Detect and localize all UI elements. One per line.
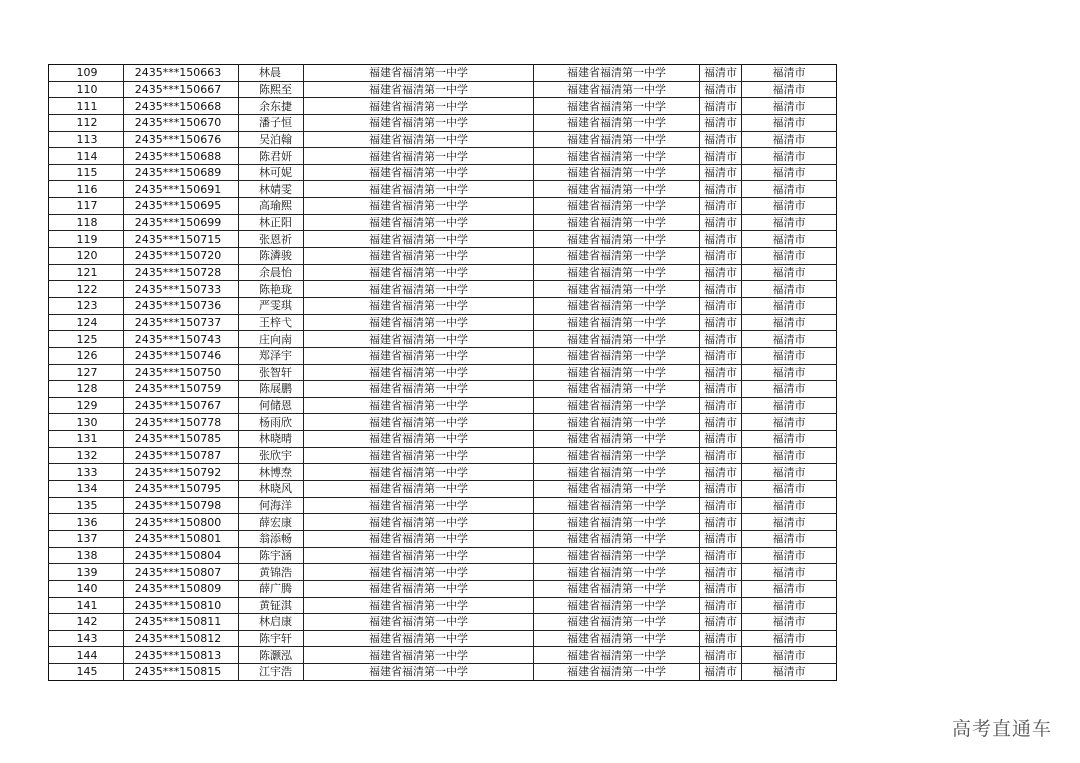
row-number-cell: 117 <box>49 198 124 215</box>
city-cell: 福清市 <box>700 530 742 547</box>
exam-id-cell: 2435***150750 <box>124 364 239 381</box>
row-number-cell: 127 <box>49 364 124 381</box>
school-cell: 福建省福清第一中学 <box>304 114 534 131</box>
district-cell: 福清市 <box>742 347 837 364</box>
school-cell: 福建省福清第一中学 <box>304 530 534 547</box>
district-cell: 福清市 <box>742 198 837 215</box>
graduating-school-cell: 福建省福清第一中学 <box>534 98 700 115</box>
district-cell: 福清市 <box>742 630 837 647</box>
school-cell: 福建省福清第一中学 <box>304 214 534 231</box>
row-number-cell: 135 <box>49 497 124 514</box>
graduating-school-cell: 福建省福清第一中学 <box>534 214 700 231</box>
graduating-school-cell: 福建省福清第一中学 <box>534 331 700 348</box>
city-cell: 福清市 <box>700 547 742 564</box>
exam-id-cell: 2435***150804 <box>124 547 239 564</box>
row-number-cell: 140 <box>49 580 124 597</box>
exam-id-cell: 2435***150733 <box>124 281 239 298</box>
table-row <box>49 214 837 231</box>
table-row <box>49 564 837 581</box>
exam-id-cell: 2435***150736 <box>124 297 239 314</box>
row-number-cell: 138 <box>49 547 124 564</box>
graduating-school-cell: 福建省福清第一中学 <box>534 364 700 381</box>
graduating-school-cell: 福建省福清第一中学 <box>534 580 700 597</box>
student-name-cell: 林启康 <box>239 614 304 631</box>
student-name-cell: 陈灏泓 <box>239 647 304 664</box>
graduating-school-cell: 福建省福清第一中学 <box>534 381 700 398</box>
table-row <box>49 181 837 198</box>
student-name-cell: 陈君妍 <box>239 148 304 165</box>
city-cell: 福清市 <box>700 347 742 364</box>
table-row <box>49 364 837 381</box>
graduating-school-cell: 福建省福清第一中学 <box>534 547 700 564</box>
graduating-school-cell: 福建省福清第一中学 <box>534 497 700 514</box>
exam-id-cell: 2435***150689 <box>124 164 239 181</box>
row-number-cell: 132 <box>49 447 124 464</box>
school-cell: 福建省福清第一中学 <box>304 431 534 448</box>
district-cell: 福清市 <box>742 364 837 381</box>
row-number-cell: 136 <box>49 514 124 531</box>
city-cell: 福清市 <box>700 447 742 464</box>
row-number-cell: 109 <box>49 65 124 82</box>
city-cell: 福清市 <box>700 597 742 614</box>
student-name-cell: 林可妮 <box>239 164 304 181</box>
city-cell: 福清市 <box>700 164 742 181</box>
exam-id-cell: 2435***150801 <box>124 530 239 547</box>
district-cell: 福清市 <box>742 281 837 298</box>
district-cell: 福清市 <box>742 231 837 248</box>
city-cell: 福清市 <box>700 198 742 215</box>
district-cell: 福清市 <box>742 81 837 98</box>
city-cell: 福清市 <box>700 514 742 531</box>
school-cell: 福建省福清第一中学 <box>304 198 534 215</box>
exam-id-cell: 2435***150691 <box>124 181 239 198</box>
district-cell: 福清市 <box>742 148 837 165</box>
row-number-cell: 139 <box>49 564 124 581</box>
row-number-cell: 137 <box>49 530 124 547</box>
district-cell: 福清市 <box>742 381 837 398</box>
city-cell: 福清市 <box>700 264 742 281</box>
exam-id-cell: 2435***150743 <box>124 331 239 348</box>
table-row <box>49 414 837 431</box>
student-name-cell: 张智轩 <box>239 364 304 381</box>
student-name-cell: 郑泽宇 <box>239 347 304 364</box>
exam-id-cell: 2435***150800 <box>124 514 239 531</box>
student-name-cell: 陈熙至 <box>239 81 304 98</box>
district-cell: 福清市 <box>742 131 837 148</box>
city-cell: 福清市 <box>700 664 742 681</box>
city-cell: 福清市 <box>700 65 742 82</box>
district-cell: 福清市 <box>742 414 837 431</box>
graduating-school-cell: 福建省福清第一中学 <box>534 231 700 248</box>
school-cell: 福建省福清第一中学 <box>304 148 534 165</box>
city-cell: 福清市 <box>700 131 742 148</box>
student-name-cell: 陈潾骏 <box>239 248 304 265</box>
graduating-school-cell: 福建省福清第一中学 <box>534 647 700 664</box>
student-name-cell: 江宇浩 <box>239 664 304 681</box>
table-row <box>49 331 837 348</box>
school-cell: 福建省福清第一中学 <box>304 164 534 181</box>
exam-id-cell: 2435***150663 <box>124 65 239 82</box>
exam-id-cell: 2435***150737 <box>124 314 239 331</box>
school-cell: 福建省福清第一中学 <box>304 281 534 298</box>
graduating-school-cell: 福建省福清第一中学 <box>534 414 700 431</box>
student-name-cell: 陈宇涵 <box>239 547 304 564</box>
row-number-cell: 125 <box>49 331 124 348</box>
district-cell: 福清市 <box>742 164 837 181</box>
row-number-cell: 131 <box>49 431 124 448</box>
district-cell: 福清市 <box>742 65 837 82</box>
row-number-cell: 115 <box>49 164 124 181</box>
district-cell: 福清市 <box>742 214 837 231</box>
table-row <box>49 481 837 498</box>
row-number-cell: 113 <box>49 131 124 148</box>
graduating-school-cell: 福建省福清第一中学 <box>534 447 700 464</box>
table-row <box>49 198 837 215</box>
graduating-school-cell: 福建省福清第一中学 <box>534 164 700 181</box>
city-cell: 福清市 <box>700 647 742 664</box>
district-cell: 福清市 <box>742 264 837 281</box>
row-number-cell: 126 <box>49 347 124 364</box>
student-name-cell: 林正阳 <box>239 214 304 231</box>
school-cell: 福建省福清第一中学 <box>304 580 534 597</box>
table-row <box>49 464 837 481</box>
city-cell: 福清市 <box>700 297 742 314</box>
exam-id-cell: 2435***150715 <box>124 231 239 248</box>
row-number-cell: 129 <box>49 397 124 414</box>
city-cell: 福清市 <box>700 431 742 448</box>
school-cell: 福建省福清第一中学 <box>304 364 534 381</box>
exam-id-cell: 2435***150676 <box>124 131 239 148</box>
table-row <box>49 114 837 131</box>
school-cell: 福建省福清第一中学 <box>304 381 534 398</box>
school-cell: 福建省福清第一中学 <box>304 564 534 581</box>
graduating-school-cell: 福建省福清第一中学 <box>534 397 700 414</box>
table-row <box>49 81 837 98</box>
district-cell: 福清市 <box>742 98 837 115</box>
row-number-cell: 120 <box>49 248 124 265</box>
row-number-cell: 122 <box>49 281 124 298</box>
city-cell: 福清市 <box>700 248 742 265</box>
table-row <box>49 630 837 647</box>
school-cell: 福建省福清第一中学 <box>304 514 534 531</box>
district-cell: 福清市 <box>742 297 837 314</box>
exam-id-cell: 2435***150795 <box>124 481 239 498</box>
table-row <box>49 614 837 631</box>
graduating-school-cell: 福建省福清第一中学 <box>534 81 700 98</box>
table-row <box>49 597 837 614</box>
school-cell: 福建省福清第一中学 <box>304 597 534 614</box>
district-cell: 福清市 <box>742 248 837 265</box>
school-cell: 福建省福清第一中学 <box>304 65 534 82</box>
student-table <box>48 64 837 681</box>
city-cell: 福清市 <box>700 464 742 481</box>
district-cell: 福清市 <box>742 547 837 564</box>
city-cell: 福清市 <box>700 564 742 581</box>
exam-id-cell: 2435***150815 <box>124 664 239 681</box>
student-name-cell: 杨雨欣 <box>239 414 304 431</box>
district-cell: 福清市 <box>742 447 837 464</box>
school-cell: 福建省福清第一中学 <box>304 181 534 198</box>
student-name-cell: 翁添畅 <box>239 530 304 547</box>
city-cell: 福清市 <box>700 281 742 298</box>
table-row <box>49 248 837 265</box>
student-name-cell: 庄向南 <box>239 331 304 348</box>
graduating-school-cell: 福建省福清第一中学 <box>534 148 700 165</box>
city-cell: 福清市 <box>700 580 742 597</box>
exam-id-cell: 2435***150813 <box>124 647 239 664</box>
graduating-school-cell: 福建省福清第一中学 <box>534 464 700 481</box>
student-name-cell: 黄锦浩 <box>239 564 304 581</box>
school-cell: 福建省福清第一中学 <box>304 414 534 431</box>
exam-id-cell: 2435***150810 <box>124 597 239 614</box>
school-cell: 福建省福清第一中学 <box>304 131 534 148</box>
student-name-cell: 林晓晴 <box>239 431 304 448</box>
table-row <box>49 98 837 115</box>
table-row <box>49 264 837 281</box>
graduating-school-cell: 福建省福清第一中学 <box>534 630 700 647</box>
table-row <box>49 397 837 414</box>
table-body <box>49 65 837 681</box>
city-cell: 福清市 <box>700 81 742 98</box>
school-cell: 福建省福清第一中学 <box>304 331 534 348</box>
graduating-school-cell: 福建省福清第一中学 <box>534 530 700 547</box>
row-number-cell: 133 <box>49 464 124 481</box>
student-name-cell: 林晨 <box>239 65 304 82</box>
city-cell: 福清市 <box>700 630 742 647</box>
student-name-cell: 林婧雯 <box>239 181 304 198</box>
row-number-cell: 116 <box>49 181 124 198</box>
student-name-cell: 薛宏康 <box>239 514 304 531</box>
row-number-cell: 119 <box>49 231 124 248</box>
graduating-school-cell: 福建省福清第一中学 <box>534 114 700 131</box>
city-cell: 福清市 <box>700 114 742 131</box>
city-cell: 福清市 <box>700 331 742 348</box>
table-row <box>49 148 837 165</box>
exam-id-cell: 2435***150667 <box>124 81 239 98</box>
district-cell: 福清市 <box>742 397 837 414</box>
row-number-cell: 143 <box>49 630 124 647</box>
table-row <box>49 164 837 181</box>
table-row <box>49 530 837 547</box>
graduating-school-cell: 福建省福清第一中学 <box>534 347 700 364</box>
district-cell: 福清市 <box>742 497 837 514</box>
row-number-cell: 112 <box>49 114 124 131</box>
row-number-cell: 114 <box>49 148 124 165</box>
row-number-cell: 141 <box>49 597 124 614</box>
student-name-cell: 薛广腾 <box>239 580 304 597</box>
district-cell: 福清市 <box>742 314 837 331</box>
row-number-cell: 121 <box>49 264 124 281</box>
row-number-cell: 134 <box>49 481 124 498</box>
student-name-cell: 余东捷 <box>239 98 304 115</box>
exam-id-cell: 2435***150792 <box>124 464 239 481</box>
graduating-school-cell: 福建省福清第一中学 <box>534 198 700 215</box>
table-row <box>49 314 837 331</box>
district-cell: 福清市 <box>742 181 837 198</box>
city-cell: 福清市 <box>700 314 742 331</box>
row-number-cell: 110 <box>49 81 124 98</box>
graduating-school-cell: 福建省福清第一中学 <box>534 131 700 148</box>
student-name-cell: 王梓弋 <box>239 314 304 331</box>
graduating-school-cell: 福建省福清第一中学 <box>534 564 700 581</box>
school-cell: 福建省福清第一中学 <box>304 614 534 631</box>
table-row <box>49 647 837 664</box>
city-cell: 福清市 <box>700 364 742 381</box>
row-number-cell: 118 <box>49 214 124 231</box>
exam-id-cell: 2435***150798 <box>124 497 239 514</box>
exam-id-cell: 2435***150746 <box>124 347 239 364</box>
table-row <box>49 431 837 448</box>
district-cell: 福清市 <box>742 647 837 664</box>
exam-id-cell: 2435***150759 <box>124 381 239 398</box>
exam-id-cell: 2435***150812 <box>124 630 239 647</box>
exam-id-cell: 2435***150767 <box>124 397 239 414</box>
exam-id-cell: 2435***150670 <box>124 114 239 131</box>
graduating-school-cell: 福建省福清第一中学 <box>534 614 700 631</box>
district-cell: 福清市 <box>742 664 837 681</box>
school-cell: 福建省福清第一中学 <box>304 497 534 514</box>
exam-id-cell: 2435***150695 <box>124 198 239 215</box>
school-cell: 福建省福清第一中学 <box>304 231 534 248</box>
student-name-cell: 严雯琪 <box>239 297 304 314</box>
city-cell: 福清市 <box>700 148 742 165</box>
graduating-school-cell: 福建省福清第一中学 <box>534 481 700 498</box>
table-row <box>49 281 837 298</box>
row-number-cell: 142 <box>49 614 124 631</box>
watermark: 高考直通车 <box>951 718 1052 740</box>
exam-id-cell: 2435***150728 <box>124 264 239 281</box>
row-number-cell: 124 <box>49 314 124 331</box>
student-name-cell: 何储恩 <box>239 397 304 414</box>
row-number-cell: 128 <box>49 381 124 398</box>
table-row <box>49 447 837 464</box>
graduating-school-cell: 福建省福清第一中学 <box>534 264 700 281</box>
city-cell: 福清市 <box>700 381 742 398</box>
school-cell: 福建省福清第一中学 <box>304 547 534 564</box>
school-cell: 福建省福清第一中学 <box>304 81 534 98</box>
graduating-school-cell: 福建省福清第一中学 <box>534 514 700 531</box>
row-number-cell: 123 <box>49 297 124 314</box>
exam-id-cell: 2435***150785 <box>124 431 239 448</box>
table-row <box>49 381 837 398</box>
exam-id-cell: 2435***150720 <box>124 248 239 265</box>
district-cell: 福清市 <box>742 431 837 448</box>
exam-id-cell: 2435***150809 <box>124 580 239 597</box>
district-cell: 福清市 <box>742 114 837 131</box>
school-cell: 福建省福清第一中学 <box>304 297 534 314</box>
table-row <box>49 664 837 681</box>
table-row <box>49 514 837 531</box>
exam-id-cell: 2435***150699 <box>124 214 239 231</box>
table-row <box>49 347 837 364</box>
city-cell: 福清市 <box>700 497 742 514</box>
city-cell: 福清市 <box>700 98 742 115</box>
student-name-cell: 黄钲淇 <box>239 597 304 614</box>
district-cell: 福清市 <box>742 530 837 547</box>
school-cell: 福建省福清第一中学 <box>304 397 534 414</box>
row-number-cell: 111 <box>49 98 124 115</box>
city-cell: 福清市 <box>700 181 742 198</box>
student-name-cell: 林博焘 <box>239 464 304 481</box>
school-cell: 福建省福清第一中学 <box>304 314 534 331</box>
table-row <box>49 547 837 564</box>
student-name-cell: 何海洋 <box>239 497 304 514</box>
student-name-cell: 陈艳珑 <box>239 281 304 298</box>
school-cell: 福建省福清第一中学 <box>304 248 534 265</box>
graduating-school-cell: 福建省福清第一中学 <box>534 597 700 614</box>
district-cell: 福清市 <box>742 331 837 348</box>
exam-id-cell: 2435***150807 <box>124 564 239 581</box>
student-name-cell: 张欣宇 <box>239 447 304 464</box>
school-cell: 福建省福清第一中学 <box>304 464 534 481</box>
school-cell: 福建省福清第一中学 <box>304 447 534 464</box>
district-cell: 福清市 <box>742 580 837 597</box>
row-number-cell: 145 <box>49 664 124 681</box>
graduating-school-cell: 福建省福清第一中学 <box>534 431 700 448</box>
table-row <box>49 65 837 82</box>
graduating-school-cell: 福建省福清第一中学 <box>534 65 700 82</box>
graduating-school-cell: 福建省福清第一中学 <box>534 664 700 681</box>
school-cell: 福建省福清第一中学 <box>304 647 534 664</box>
district-cell: 福清市 <box>742 614 837 631</box>
school-cell: 福建省福清第一中学 <box>304 98 534 115</box>
table-row <box>49 131 837 148</box>
row-number-cell: 144 <box>49 647 124 664</box>
graduating-school-cell: 福建省福清第一中学 <box>534 314 700 331</box>
row-number-cell: 130 <box>49 414 124 431</box>
student-name-cell: 张恩祈 <box>239 231 304 248</box>
graduating-school-cell: 福建省福清第一中学 <box>534 281 700 298</box>
table-row <box>49 231 837 248</box>
exam-id-cell: 2435***150688 <box>124 148 239 165</box>
school-cell: 福建省福清第一中学 <box>304 630 534 647</box>
student-name-cell: 潘子恒 <box>239 114 304 131</box>
student-name-cell: 陈展鹏 <box>239 381 304 398</box>
table-row <box>49 297 837 314</box>
city-cell: 福清市 <box>700 614 742 631</box>
table-row <box>49 497 837 514</box>
district-cell: 福清市 <box>742 597 837 614</box>
student-name-cell: 高瑜熙 <box>239 198 304 215</box>
school-cell: 福建省福清第一中学 <box>304 664 534 681</box>
city-cell: 福清市 <box>700 414 742 431</box>
exam-id-cell: 2435***150778 <box>124 414 239 431</box>
student-name-cell: 陈宇轩 <box>239 630 304 647</box>
graduating-school-cell: 福建省福清第一中学 <box>534 181 700 198</box>
school-cell: 福建省福清第一中学 <box>304 347 534 364</box>
city-cell: 福清市 <box>700 397 742 414</box>
city-cell: 福清市 <box>700 231 742 248</box>
district-cell: 福清市 <box>742 564 837 581</box>
exam-id-cell: 2435***150668 <box>124 98 239 115</box>
exam-id-cell: 2435***150787 <box>124 447 239 464</box>
school-cell: 福建省福清第一中学 <box>304 264 534 281</box>
student-name-cell: 林晓风 <box>239 481 304 498</box>
student-name-cell: 余晨怡 <box>239 264 304 281</box>
graduating-school-cell: 福建省福清第一中学 <box>534 297 700 314</box>
city-cell: 福清市 <box>700 481 742 498</box>
district-cell: 福清市 <box>742 481 837 498</box>
city-cell: 福清市 <box>700 214 742 231</box>
district-cell: 福清市 <box>742 464 837 481</box>
student-name-cell: 吴泊翰 <box>239 131 304 148</box>
graduating-school-cell: 福建省福清第一中学 <box>534 248 700 265</box>
exam-id-cell: 2435***150811 <box>124 614 239 631</box>
district-cell: 福清市 <box>742 514 837 531</box>
table-row <box>49 580 837 597</box>
school-cell: 福建省福清第一中学 <box>304 481 534 498</box>
